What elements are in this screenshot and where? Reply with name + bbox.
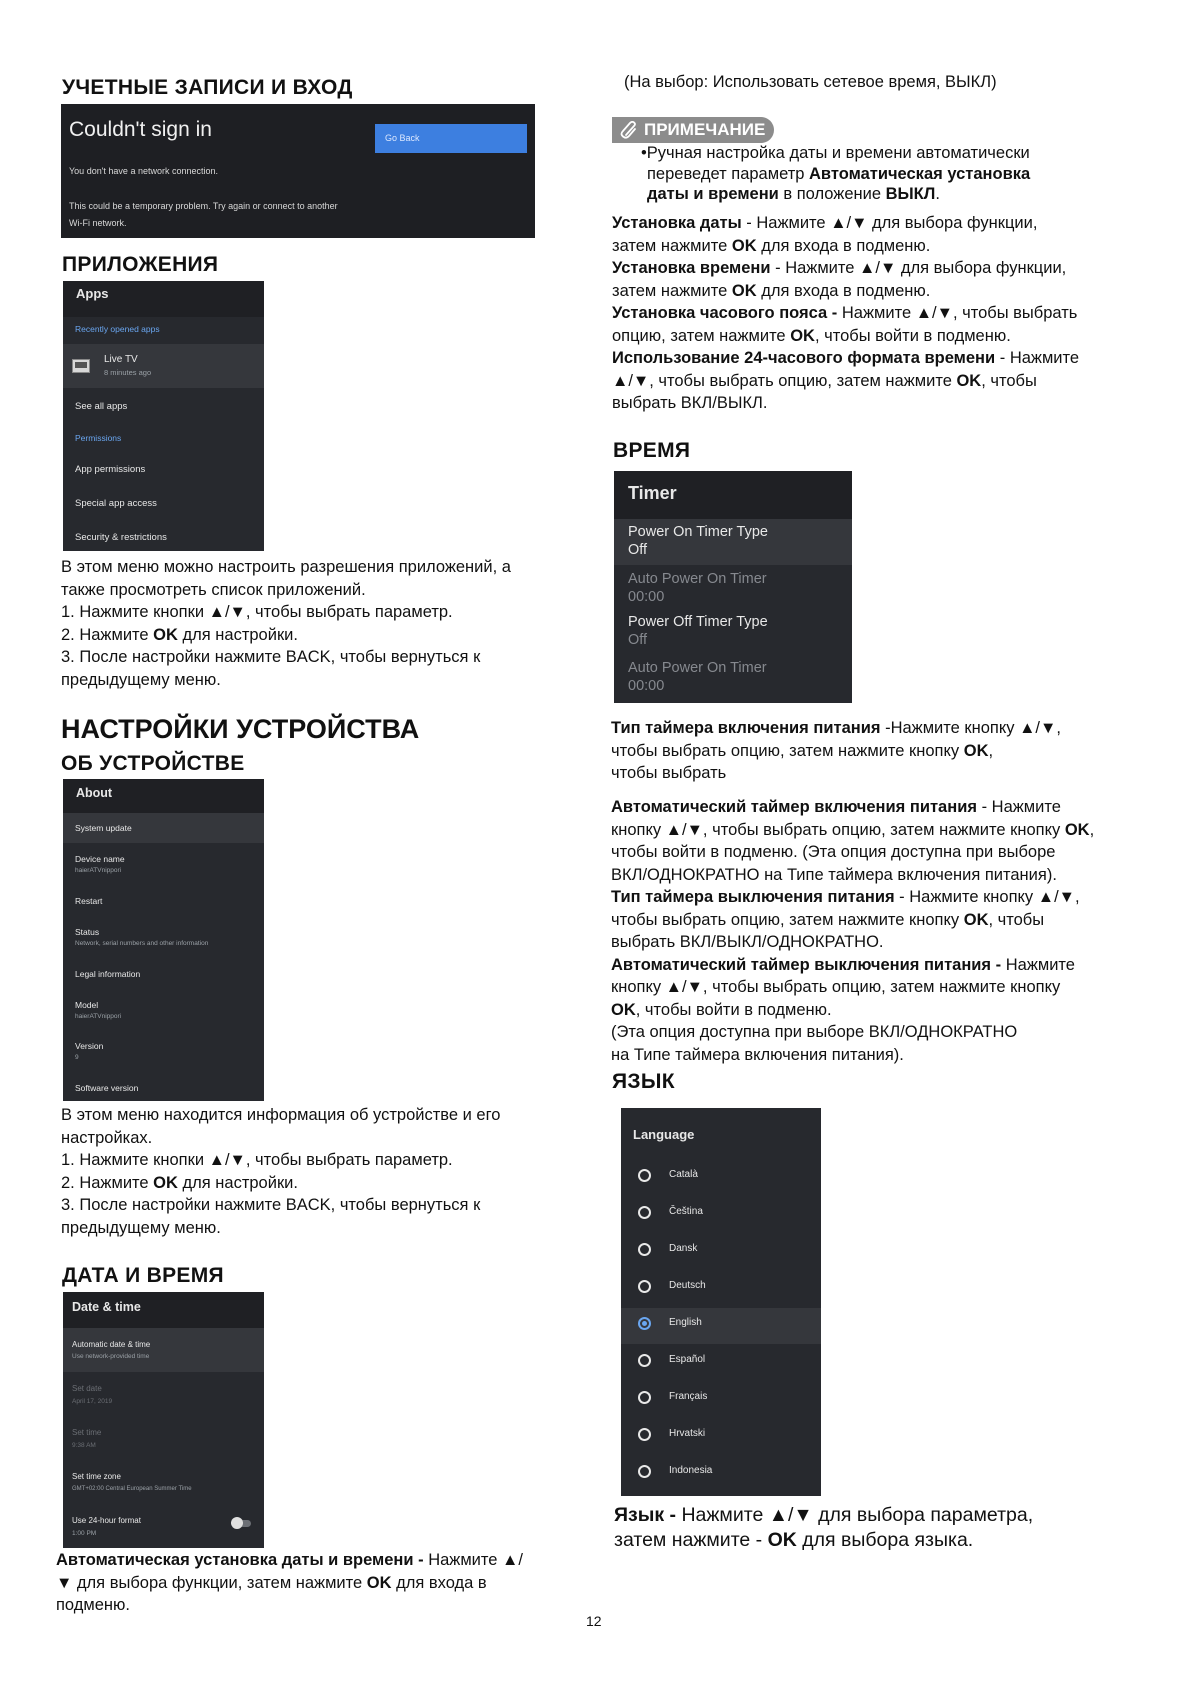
set-time-line: затем нажмите OK для входа в подменю. [612, 281, 931, 300]
wifi-network-text: Wi-Fi network. [69, 218, 127, 228]
go-back-button[interactable]: Go Back [375, 124, 527, 153]
live-tv-item[interactable] [63, 344, 264, 388]
note-label: ПРИМЕЧАНИЕ [644, 120, 766, 139]
timer-item[interactable]: Power On Timer Type [628, 524, 768, 540]
apps-step-1: 1. Нажмите кнопки ▲/▼, чтобы выбрать параметр. [61, 603, 453, 621]
auto-date-time-line: Автоматическая установка даты и времени - Нажмите ▲/ [56, 1551, 523, 1569]
timer-item[interactable]: Power Off Timer Type [628, 614, 768, 630]
device-step-1: 1. Нажмите кнопки ▲/▼, чтобы выбрать параметр. [61, 1151, 453, 1169]
set-date-sub: April 17, 2019 [72, 1398, 113, 1405]
live-tv-time: 8 minutes ago [104, 368, 152, 377]
selected-row-highlight [621, 1308, 821, 1344]
special-app-access-item[interactable]: Special app access [75, 498, 157, 509]
tv-icon [72, 359, 90, 373]
about-screenshot [63, 779, 264, 1101]
timer-desc-line: Тип таймера включения питания -Нажмите кнопку ▲/▼, [611, 719, 1061, 737]
apps-title: Apps [76, 286, 109, 301]
language-option[interactable]: English [669, 1317, 702, 1328]
choice-text: (На выбор: Использовать сетевое время, ВЫКЛ) [624, 73, 997, 91]
timer-desc-line: Автоматический таймер включения питания - Нажмите [611, 798, 1061, 816]
radio-button-icon[interactable] [638, 1280, 651, 1293]
time-zone-line: Установка часового пояса - Нажмите ▲/▼, чтобы выбрать [612, 304, 1078, 322]
apps-desc-line: В этом меню можно настроить разрешения приложений, а [61, 558, 511, 576]
language-option[interactable]: Čeština [669, 1206, 703, 1217]
security-restrictions-item[interactable]: Security & restrictions [75, 532, 167, 543]
timer-desc-line: ВКЛ/ОДНОКРАТНО на Типе таймера включения питания). [611, 865, 1057, 884]
toggle-knob [231, 1517, 243, 1529]
apps-screenshot [63, 281, 264, 551]
timer-desc-line: чтобы выбрать опцию, затем нажмите кнопку OK, [611, 741, 994, 760]
radio-button-icon[interactable] [638, 1317, 651, 1330]
no-connection-text: You don't have a network connection. [69, 166, 218, 176]
note-line: даты и времени в положение ВЫКЛ. [647, 185, 940, 203]
sign-in-error-title: Couldn't sign in [69, 118, 212, 141]
about-item[interactable]: Device name [75, 854, 125, 864]
device-desc-line: настройках. [61, 1128, 153, 1147]
set-time-line: Установка времени - Нажмите ▲/▼ для выбора функции, [612, 259, 1067, 277]
radio-button-icon[interactable] [638, 1391, 651, 1404]
set-time-item[interactable]: Set time [72, 1428, 102, 1437]
live-tv-label: Live TV [104, 354, 138, 365]
timer-screenshot [614, 471, 852, 703]
paperclip-icon [620, 121, 640, 139]
device-settings-heading: НАСТРОЙКИ УСТРОЙСТВА [61, 714, 420, 744]
timer-item-value: Off [628, 632, 648, 648]
date-time-instructions [612, 212, 1172, 415]
set-time-zone-sub: GMT+02:00 Central European Summer Time [72, 1486, 192, 1492]
radio-button-icon[interactable] [638, 1354, 651, 1367]
apps-heading: ПРИЛОЖЕНИЯ [62, 253, 219, 276]
about-item[interactable]: System update [75, 823, 132, 833]
timer-item-value: Off [628, 542, 648, 558]
timer-desc-line: OK, чтобы войти в подменю. [611, 1000, 832, 1019]
about-item[interactable]: Legal information [75, 969, 141, 979]
language-option[interactable]: Dansk [669, 1243, 698, 1254]
24h-format-line: Использование 24-часового формата времени - Нажмите [612, 349, 1080, 367]
power-on-type-text [611, 717, 1181, 785]
about-item[interactable]: Status [75, 927, 100, 937]
device-step-2: 2. Нажмите OK для настройки. [61, 1173, 298, 1192]
language-title: Language [633, 1127, 695, 1142]
use-24-hour-item[interactable]: Use 24-hour format [72, 1516, 141, 1525]
about-title: About [76, 786, 113, 800]
radio-button-icon[interactable] [638, 1243, 651, 1256]
timer-item-value: 00:00 [628, 589, 665, 605]
language-screenshot [621, 1108, 821, 1496]
temporary-problem-text: This could be a temporary problem. Try again or connect to another [69, 201, 338, 211]
about-item[interactable]: Version [75, 1041, 104, 1051]
language-heading: ЯЗЫК [612, 1070, 675, 1093]
timer-descriptions [611, 796, 1186, 1066]
toggle-switch[interactable] [233, 1520, 251, 1527]
about-item-sub: Network, serial numbers and other information [75, 940, 209, 947]
see-all-apps-item[interactable]: See all apps [75, 401, 128, 412]
radio-button-icon[interactable] [638, 1428, 651, 1441]
set-time-sub: 9:38 AM [72, 1442, 96, 1449]
apps-description [61, 556, 561, 691]
device-step-3-cont: предыдущему меню. [61, 1218, 221, 1237]
recently-opened-label: Recently opened apps [75, 324, 160, 334]
timer-desc-line: (Эта опция доступна при выборе ВКЛ/ОДНОКРАТНО [611, 1023, 1018, 1041]
device-description [61, 1104, 561, 1239]
24h-format-line: выбрать ВКЛ/ВЫКЛ. [612, 394, 768, 412]
about-item[interactable]: Restart [75, 896, 103, 906]
apps-step-3: 3. После настройки нажмите BACK, чтобы вернуться к [61, 648, 481, 666]
note-line: переведет параметр Автоматическая установка [647, 164, 1031, 183]
language-option[interactable]: Deutsch [669, 1280, 706, 1291]
about-item-sub: 9 [75, 1054, 79, 1061]
timer-desc-line: чтобы выбрать опцию, затем нажмите кнопку OK, чтобы [611, 910, 1045, 929]
set-time-zone-item[interactable]: Set time zone [72, 1472, 121, 1481]
about-item-sub: haierATVnippori [75, 1013, 122, 1020]
language-instructions [614, 1503, 1174, 1552]
note-text [641, 143, 1101, 205]
24h-format-line: ▲/▼, чтобы выбрать опцию, затем нажмите OK, чтобы [612, 371, 1037, 390]
timer-item[interactable]: Auto Power On Timer [628, 571, 767, 587]
about-device-heading: ОБ УСТРОЙСТВЕ [61, 752, 245, 775]
page-number: 12 [586, 1613, 602, 1629]
permissions-label: Permissions [75, 433, 122, 443]
device-step-3: 3. После настройки нажмите BACK, чтобы вернуться к [61, 1196, 481, 1214]
set-date-line: затем нажмите OK для входа в подменю. [612, 236, 931, 255]
couldnt-sign-in-screenshot [61, 104, 535, 238]
timer-title: Timer [628, 483, 677, 503]
note-line: •Ручная настройка даты и времени автоматически [641, 144, 1030, 162]
language-line: Язык - Нажмите ▲/▼ для выбора параметра, [614, 1504, 1034, 1526]
timer-desc-line: кнопку ▲/▼, чтобы выбрать опцию, затем нажмите кнопку OK, [611, 820, 1095, 839]
time-zone-line: опцию, затем нажмите OK, чтобы войти в подменю. [612, 326, 1011, 345]
timer-desc-line: чтобы войти в подменю. (Эта опция доступна при выборе [611, 843, 1056, 861]
device-desc-line: В этом меню находится информация об устройстве и его [61, 1106, 501, 1124]
date-time-heading: ДАТА И ВРЕМЯ [62, 1264, 224, 1287]
language-option[interactable]: Català [669, 1169, 698, 1180]
app-permissions-item[interactable]: App permissions [75, 464, 146, 475]
auto-date-time-line: ▼ для выбора функции, затем нажмите OK для входа в [56, 1573, 487, 1592]
about-item-sub: haierATVnippori [75, 867, 122, 874]
apps-step-3-cont: предыдущему меню. [61, 670, 221, 689]
radio-button-icon[interactable] [638, 1206, 651, 1219]
language-option[interactable]: Español [669, 1354, 706, 1365]
timer-item[interactable]: Auto Power On Timer [628, 660, 767, 676]
note-badge [612, 117, 774, 143]
timer-desc-line: чтобы выбрать [611, 764, 727, 782]
timer-desc-line: Тип таймера выключения питания - Нажмите кнопку ▲/▼, [611, 888, 1080, 906]
time-heading: ВРЕМЯ [613, 439, 691, 462]
timer-item-value: 00:00 [628, 678, 665, 694]
automatic-date-time-sub: Use network-provided time [72, 1353, 150, 1360]
apps-desc-line: также просмотреть список приложений. [61, 580, 366, 599]
set-date-item[interactable]: Set date [72, 1384, 102, 1393]
about-item[interactable]: Software version [75, 1083, 139, 1093]
language-option[interactable]: Français [669, 1391, 708, 1402]
radio-button-icon[interactable] [638, 1465, 651, 1478]
timer-desc-line: Автоматический таймер выключения питания - Нажмите [611, 955, 1075, 974]
language-line: затем нажмите - OK для выбора языка. [614, 1528, 974, 1551]
language-option[interactable]: Hrvatski [669, 1428, 706, 1439]
timer-desc-line: на Типе таймера включения питания). [611, 1045, 904, 1064]
auto-date-time-line: подменю. [56, 1596, 130, 1614]
about-item[interactable]: Model [75, 1000, 99, 1010]
timer-desc-line: кнопку ▲/▼, чтобы выбрать опцию, затем нажмите кнопку [611, 978, 1061, 996]
date-time-screenshot [63, 1292, 264, 1548]
auto-date-time-description [56, 1549, 576, 1617]
accounts-heading: УЧЕТНЫЕ ЗАПИСИ И ВХОД [62, 76, 353, 99]
language-option[interactable]: Indonesia [669, 1465, 713, 1476]
radio-button-icon[interactable] [638, 1169, 651, 1182]
use-24-hour-sub: 1:00 PM [72, 1530, 97, 1537]
date-time-title: Date & time [72, 1300, 141, 1314]
set-date-line: Установка даты - Нажмите ▲/▼ для выбора функции, [612, 214, 1038, 232]
automatic-date-time-item[interactable]: Automatic date & time [72, 1340, 151, 1349]
apps-step-2: 2. Нажмите OK для настройки. [61, 625, 298, 644]
timer-desc-line: выбрать ВКЛ/ВЫКЛ/ОДНОКРАТНО. [611, 933, 884, 951]
